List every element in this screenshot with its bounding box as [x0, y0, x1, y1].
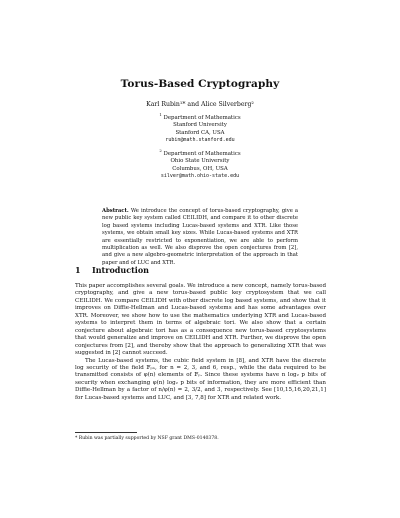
paragraph: This paper accomplishes several goals. We introduce a new concept, namely torus-based cryptography, and give a new torus-based public key cryptosystem that we call CEILIDH. We compare CEILIDH with other discrete log based systems, and show that it improves on Diffie-Hellman and Lucas-based systems and has some advantages over XTR. Moreover, we show how to use the mathematics underlying XTR and Lucas-based systems to interpret them in terms of algebraic tori. We also show that a certain conjecture about algebraic tori has as a consequence new torus-based cryptosystems that would generalize and improve on CEILIDH and XTR. Further, we disprove the open conjectures from [2], and thereby show that the approach to generalizing XTR that was suggested in [2] cannot succeed.: [75, 283, 326, 357]
paper-title: Torus-Based Cryptography: [120, 78, 280, 90]
affiliation-line: Ohio State University: [170, 158, 230, 165]
affiliation-line: $^1$ Department of Mathematics: [159, 112, 241, 121]
affiliation-line: Columbus, OH, USA: [172, 165, 228, 172]
body-text: [75, 283, 326, 402]
affiliation-line: Stanford CA, USA: [175, 129, 225, 136]
affiliation-line: $^2$ Department of Mathematics: [159, 148, 241, 157]
abstract: [102, 208, 298, 267]
affiliation-line: Stanford University: [173, 122, 227, 129]
paragraph: The Lucas-based systems, the cubic field system in [8], and XTR have the discrete log security of the field 𝔽ₚₙ, for n = 2, 3, and 6, resp., while the data required to be transmitted consists of φ(n) elements of 𝔽ₚ. Since these systems have n log₂ p bits of security when exchanging φ(n) log₂ p bits of information, they are more efficient than Diffie-Hellman by a factor of n/φ(n) = 2, 3/2, and 3, respectively. See [10,15,16,20,21,1] for Lucas-based systems and LUC, and [3, 7,8] for XTR and related work.: [75, 357, 326, 401]
author-line: Karl Rubin¹* and Alice Silverberg²: [146, 101, 254, 108]
author-email: rubin@math.stanford.edu: [165, 137, 235, 144]
author-email: silver@math.ohio-state.edu: [160, 173, 240, 180]
footnote: * Rubin was partially supported by NSF grant DMS-0140378.: [75, 436, 219, 441]
abstract-heading: Abstract.: [102, 208, 129, 214]
section-heading: [75, 265, 149, 275]
affiliation-2: [0, 148, 400, 181]
affiliation-marker: 2: [159, 148, 162, 154]
affiliation-1: [0, 112, 400, 145]
footnote-rule: [75, 432, 137, 433]
affiliation-marker: 1: [159, 112, 162, 118]
section-number: 1: [75, 265, 81, 275]
section-title: Introduction: [92, 265, 149, 275]
abstract-text: We introduce the concept of torus-based cryptography, give a new public key system called CEILIDH, and compare it to other discrete log based systems including Lucas-based systems and XTR. Like those systems, we obtain small key sizes. While Lucas-based systems and XTR are essentially restricted to exponentiation, we are able to perform multiplication as well. We also disprove the open conjectures from [2], and give a new algebro-geometric interpretation of the approach in that paper and of LUC and XTR.: [102, 208, 299, 266]
